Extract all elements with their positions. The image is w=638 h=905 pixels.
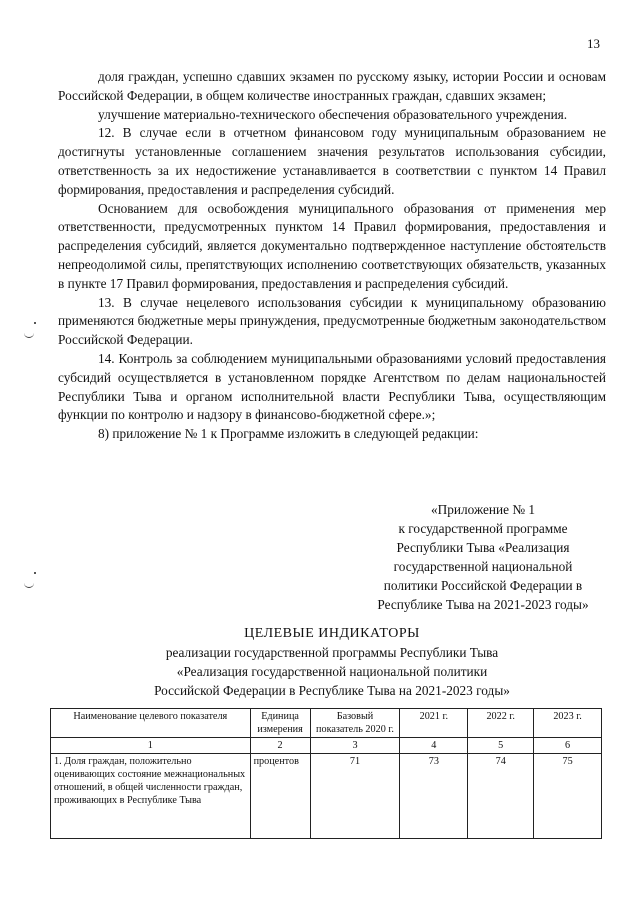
margin-mark — [24, 332, 34, 338]
paragraph-clause-12: 12. В случае если в отчетном финансовом году муниципальным образованием не достигнуты установленные соглашением значения результатов использования субсидии, ответственность за их недостижение устанавливается в соответствии с пунктом 14 Правил формирования, предоставления и распределения субсидий. — [58, 125, 606, 197]
column-number: 1 — [51, 738, 251, 754]
paragraph-material-improvement: улучшение материально-технического обеспечения образовательного учреждения. — [98, 106, 568, 122]
column-number: 4 — [400, 738, 468, 754]
paragraph-exam-share: доля граждан, успешно сдавших экзамен по русскому языку, истории России и основам Российской Федерации, в общем количестве иностранных граждан, сдавших экзамен; — [58, 69, 606, 103]
column-number: 3 — [310, 738, 400, 754]
column-number: 5 — [468, 738, 534, 754]
margin-dot — [34, 572, 36, 574]
indicator-2021: 73 — [400, 754, 468, 839]
page-number: 13 — [587, 36, 600, 51]
header-base: Базовый показатель 2020 г. — [310, 709, 400, 738]
appendix-line: государственной национальной — [393, 559, 573, 574]
table-row — [51, 754, 602, 839]
indicator-name: 1. Доля граждан, положительно оценивающих состояние межнациональных отношений, в общей численности граждан, проживающих в Республике Тыва — [51, 754, 251, 839]
paragraph-clause-13: 13. В случае нецелевого использования субсидии к муниципальному образованию применяются бюджетные меры принуждения, предусмотренные бюджетным законодательством Российской Федерации. — [58, 294, 606, 348]
heading-title: ЦЕЛЕВЫЕ ИНДИКАТОРЫ — [244, 626, 420, 641]
appendix-line: «Приложение № 1 — [431, 502, 535, 517]
column-number-row — [51, 738, 602, 754]
header-2022: 2022 г. — [468, 709, 534, 738]
margin-dot — [34, 322, 36, 324]
heading-line: «Реализация государственной национальной политики — [176, 664, 488, 679]
appendix-line: к государственной программе — [398, 521, 568, 536]
heading-line: реализации государственной программы Республики Тыва — [165, 645, 499, 660]
margin-mark — [24, 582, 34, 588]
indicators-table — [50, 708, 602, 839]
appendix-line: политики Российской Федерации в — [383, 578, 583, 593]
indicator-unit: процентов — [250, 754, 310, 839]
indicator-base: 71 — [310, 754, 400, 839]
paragraph-appendix-instruction: 8) приложение № 1 к Программе изложить в следующей редакции: — [98, 426, 479, 442]
appendix-reference — [358, 500, 608, 614]
column-number: 6 — [534, 738, 602, 754]
table-header-row — [51, 709, 602, 738]
paragraph-clause-14: 14. Контроль за соблюдением муниципальными образованиями условий предоставления субсидий осуществляется в установленном порядке Агентством по делам национальностей Республики Тыва и органом исполнительной власти Республики Тыва, осуществляющим функции по контролю и надзору в финансово-бюджетной сфере.»; — [58, 350, 606, 423]
column-number: 2 — [250, 738, 310, 754]
appendix-line: Республики Тыва «Реализация — [396, 540, 570, 555]
indicator-2023: 75 — [534, 754, 602, 839]
section-heading — [58, 624, 606, 700]
header-2023: 2023 г. — [534, 709, 602, 738]
appendix-line: Республике Тыва на 2021-2023 годы» — [377, 597, 589, 612]
document-body — [58, 68, 606, 444]
header-2021: 2021 г. — [400, 709, 468, 738]
indicator-2022: 74 — [468, 754, 534, 839]
paragraph-exemption: Основанием для освобождения муниципального образования от применения мер ответственности, предусмотренных пунктом 14 Правил формирования, предоставления и распределения субсидий, является документально подтвержденное наступление обстоятельств непреодолимой силы, препятствующих исполнению соответствующих обязательств, указанных в пункте 17 Правил формирования, предоставления и распределения субсидий. — [58, 200, 606, 291]
header-name: Наименование целевого показателя — [51, 709, 251, 738]
heading-line: Российской Федерации в Республике Тыва на 2021-2023 годы» — [154, 683, 510, 698]
header-unit: Единица измерения — [250, 709, 310, 738]
